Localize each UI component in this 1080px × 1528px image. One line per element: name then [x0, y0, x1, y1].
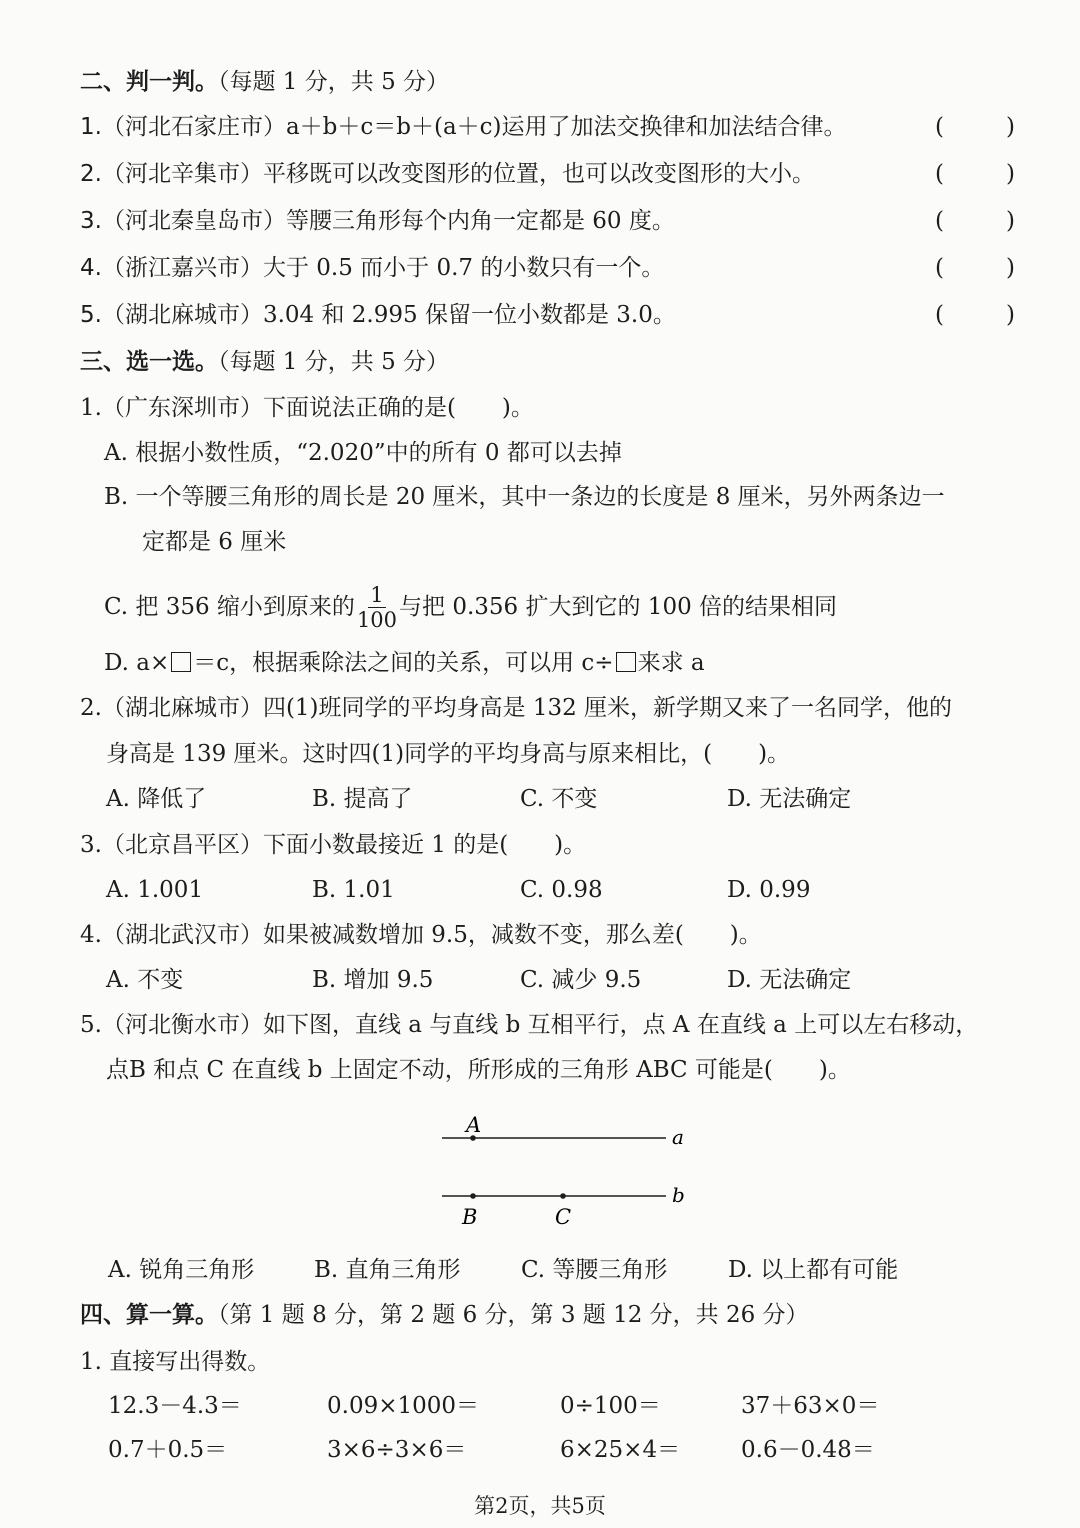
judge-item-2: [80, 159, 815, 189]
choice-q1-option-a[interactable]: A. 根据小数性质，“2.020”中的所有 0 都可以去掉: [104, 440, 622, 466]
choice-q3-option-a[interactable]: A. 1.001: [106, 877, 204, 903]
item-text: （河北石家庄市）a＋b＋c＝b＋(a＋c)运用了加法交换律和加法结合律。: [101, 114, 847, 140]
choice-q5-option-b[interactable]: B. 直角三角形: [314, 1257, 461, 1283]
choice-q3-option-b[interactable]: B. 1.01: [312, 877, 395, 903]
answer-parens-1[interactable]: ( ): [935, 114, 1015, 140]
choice-q4-option-a[interactable]: A. 不变: [106, 967, 184, 993]
section3-header: [80, 347, 449, 377]
option-c-text-before: C. 把 356 缩小到原来的: [104, 594, 355, 620]
label-point-c: C: [555, 1205, 572, 1229]
answer-parens-5[interactable]: ( ): [935, 302, 1015, 328]
choice-q2-option-b[interactable]: B. 提高了: [312, 786, 413, 812]
choice-q4-option-d[interactable]: D. 无法确定: [727, 967, 852, 993]
choice-q4-option-b[interactable]: B. 增加 9.5: [312, 967, 434, 993]
section4-note: （第 1 题 8 分，第 2 题 6 分，第 3 题 12 分，共 26 分）: [218, 1302, 809, 1328]
choice-q1-option-b-cont: 定都是 6 厘米: [142, 529, 287, 555]
option-d-text-1: D. a×: [104, 650, 170, 676]
calc-q1-title: 1. 直接写出得数。: [80, 1349, 271, 1375]
choice-q1-stem: 1.（广东深圳市）下面说法正确的是( )。: [80, 395, 534, 421]
blank-square: [616, 652, 636, 672]
choice-q4-stem: 4.（湖北武汉市）如果被减数增加 9.5，减数不变，那么差( )。: [80, 922, 762, 948]
calc-item: 6×25×4＝: [560, 1437, 681, 1463]
judge-item-1: [80, 112, 847, 142]
item-number: 1.: [80, 114, 102, 140]
calc-item: 0.7＋0.5＝: [108, 1437, 228, 1463]
calc-item: 3×6÷3×6＝: [327, 1437, 467, 1463]
point-c-dot: [560, 1193, 566, 1199]
label-line-a: a: [672, 1125, 684, 1149]
choice-q1-option-c[interactable]: [104, 580, 837, 634]
choice-q5-option-c[interactable]: C. 等腰三角形: [521, 1257, 668, 1283]
choice-q1-option-b[interactable]: B. 一个等腰三角形的周长是 20 厘米，其中一条边的长度是 8 厘米，另外两条边一: [104, 484, 945, 510]
option-d-text-3: 来求 a: [637, 650, 705, 676]
calc-item: 37＋63×0＝: [741, 1393, 880, 1419]
choice-q3-option-c[interactable]: C. 0.98: [520, 877, 603, 903]
item-number: 2.: [80, 161, 102, 187]
item-number: 3.: [80, 208, 102, 234]
label-point-a: A: [466, 1113, 482, 1137]
choice-q1-option-d[interactable]: [104, 648, 705, 678]
section4-header: [80, 1300, 809, 1330]
section2-note: （每题 1 分，共 5 分）: [218, 69, 450, 95]
choice-q5-stem-cont: 点B 和点 C 在直线 b 上固定不动，所形成的三角形 ABC 可能是( )。: [106, 1057, 851, 1083]
calc-item: 0.09×1000＝: [327, 1393, 480, 1419]
section3-note: （每题 1 分，共 5 分）: [218, 349, 450, 375]
section3-title: 三、选一选。: [80, 349, 218, 375]
choice-q4-option-c[interactable]: C. 减少 9.5: [520, 967, 642, 993]
choice-q2-option-d[interactable]: D. 无法确定: [727, 786, 852, 812]
choice-q2-stem: 2.（湖北麻城市）四(1)班同学的平均身高是 132 厘米，新学期又来了一名同学，他的: [80, 695, 953, 721]
judge-item-4: [80, 253, 664, 283]
item-text: （河北辛集市）平移既可以改变图形的位置，也可以改变图形的大小。: [101, 161, 815, 187]
item-number: 4.: [80, 255, 102, 281]
item-text: （湖北麻城市）3.04 和 2.995 保留一位小数都是 3.0。: [101, 302, 676, 328]
calc-item: 0.6－0.48＝: [741, 1437, 875, 1463]
option-c-text-after: 与把 0.356 扩大到它的 100 倍的结果相同: [399, 594, 838, 620]
choice-q5-option-a[interactable]: A. 锐角三角形: [108, 1257, 255, 1283]
calc-item: 0÷100＝: [560, 1393, 661, 1419]
item-number: 5.: [80, 302, 102, 328]
choice-q2-option-a[interactable]: A. 降低了: [106, 786, 207, 812]
choice-q5-stem: 5.（河北衡水市）如下图，直线 a 与直线 b 互相平行，点 A 在直线 a 上可以左右移动，: [80, 1012, 979, 1038]
answer-parens-3[interactable]: ( ): [935, 208, 1015, 234]
section2-header: [80, 67, 449, 97]
section4-title: 四、算一算。: [80, 1302, 218, 1328]
choice-q3-stem: 3.（北京昌平区）下面小数最接近 1 的是( )。: [80, 832, 587, 858]
fraction: $\frac{1}{100}$: [356, 582, 398, 632]
blank-square: [171, 652, 191, 672]
calc-item: 12.3－4.3＝: [108, 1393, 242, 1419]
answer-parens-2[interactable]: ( ): [935, 161, 1015, 187]
judge-item-3: [80, 206, 675, 236]
label-point-b: B: [462, 1205, 478, 1229]
item-text: （河北秦皇岛市）等腰三角形每个内角一定都是 60 度。: [101, 208, 675, 234]
page-footer: 第2页，共5页: [474, 1494, 606, 1518]
point-b-dot: [470, 1193, 476, 1199]
answer-parens-4[interactable]: ( ): [935, 255, 1015, 281]
choice-q2-stem-cont: 身高是 139 厘米。这时四(1)同学的平均身高与原来相比，( )。: [106, 741, 791, 767]
section2-title: 二、判一判。: [80, 69, 218, 95]
choice-q3-option-d[interactable]: D. 0.99: [727, 877, 811, 903]
parallel-lines-figure: [430, 1108, 700, 1238]
item-text: （浙江嘉兴市）大于 0.5 而小于 0.7 的小数只有一个。: [101, 255, 665, 281]
label-line-b: b: [672, 1183, 685, 1207]
choice-q5-option-d[interactable]: D. 以上都有可能: [728, 1257, 899, 1283]
judge-item-5: [80, 300, 676, 330]
option-d-text-2: ＝c，根据乘除法之间的关系，可以用 c÷: [193, 650, 614, 676]
choice-q2-option-c[interactable]: C. 不变: [520, 786, 598, 812]
